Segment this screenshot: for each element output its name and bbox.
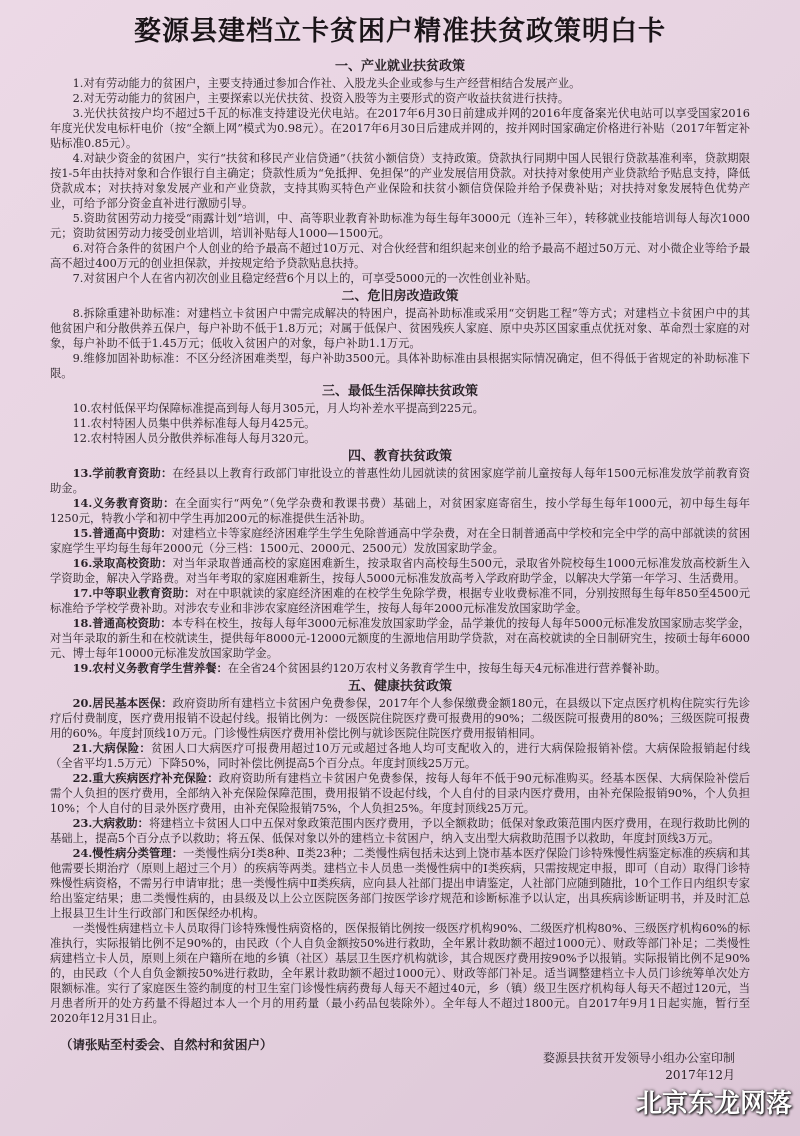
policy-item: [50, 91, 750, 106]
policy-item-text: 政府资助所有建档立卡贫困户免费参保，2017年个人参保缴费金额180元，在县级以下定点医疗机构住院实行先诊疗后付费制度，医疗费用报销不设起付线。报销比例为：一级医院住院医疗费可报费用的90%；二级医院可报费用的80%；三级医院可报费用的60%。年度封顶线10万元。门诊慢性病医疗费用补偿比例与就诊医院住院医疗费用报销相同。: [50, 697, 750, 740]
policy-item: [50, 106, 750, 151]
policy-item: [50, 271, 750, 286]
policy-item: [50, 351, 750, 381]
issuer-block: [543, 1050, 735, 1084]
issue-date: 2017年12月: [665, 1068, 735, 1082]
policy-item-text: 对在中职就读的家庭经济困难的在校学生免除学费，根据专业收费标准不同，分别按照每生每年850至4500元标准给予学校学费补助。对涉农专业和非涉农家庭经济困难学生，按每人每年2000元标准发放国家助学金。: [50, 587, 750, 615]
policy-item-text: 7.对贫困户个人在省内初次创业且稳定经营6个月以上的，可享受5000元的一次性创业补贴。: [72, 272, 538, 285]
policy-item-label: 24.慢性病分类管理：: [72, 846, 184, 860]
watermark-row: [50, 1088, 792, 1120]
policy-item: [50, 466, 750, 496]
policy-item-label: 15.普通高中资助：: [72, 526, 172, 540]
site-watermark: 北京东龙网落: [635, 1089, 792, 1119]
policy-item-text: 一类慢性病分Ⅰ类8种、Ⅱ类23种；二类慢性病包括未达到上饶市基本医疗保险门诊特殊慢性病鉴定标准的疾病和其他需要长期治疗（原则上超过三个月）的疾病等两类。建档立卡人员患一类慢性病中的Ⅰ类疾病，只需按规定申报，即可（自动）取得门诊特殊慢性病资格，不需另行申请审批；患一类慢性病中Ⅱ类疾病，应向县人社部门提出申请鉴定，人社部门应随到随批，10个工作日内组织专家给出鉴定结果；患二类慢性病的，由县级及以上公立医院医务部门按医学诊疗规范和诊断标准予以认定，出具疾病诊断证明书，并及时汇总上报县卫生计生行政部门和医保经办机构。: [50, 847, 750, 920]
policy-item-label: 22.重大疾病医疗补充保险：: [72, 771, 219, 785]
policy-item-label: 17.中等职业教育资助：: [72, 586, 196, 600]
policy-item: [50, 306, 750, 351]
section-heading: 三、最低生活保障扶贫政策: [321, 384, 478, 399]
policy-item: [50, 211, 750, 241]
section-heading: 五、健康扶贫政策: [347, 679, 452, 694]
policy-item-text: 在经县以上教育行政部门审批设立的普惠性幼儿园就读的贫困家庭学前儿童按每人每年1500元标准发放学前教育资助金。: [50, 467, 750, 495]
policy-item-text: 2.对无劳动能力的贫困户，主要探索以光伏扶贫、投资入股等为主要形式的资产收益扶贫进行扶持。: [72, 92, 570, 105]
policy-item: [50, 741, 750, 771]
policy-item: [50, 496, 750, 526]
policy-item: [50, 771, 750, 816]
policy-sections: [50, 58, 750, 1026]
policy-item-text: 1.对有劳动能力的贫困户，主要支持通过参加合作社、入股龙头企业或参与生产经营相结合发展产业。: [72, 77, 581, 90]
policy-item: [50, 816, 750, 846]
document-title: 婺源县建档立卡贫困户精准扶贫政策明白卡: [134, 16, 666, 47]
policy-item-label: 21.大病保险：: [72, 741, 152, 755]
policy-item-label: 16.录取高校资助：: [72, 556, 173, 570]
policy-item-text: 一类慢性病建档立卡人员取得门诊特殊慢性病资格的，医保报销比例按一级医疗机构90%、二级医疗机构80%、三级医疗机构60%的标准执行，实际报销比例不足90%的，由民政（个人自负金额按50%进行救助，全年累计救助额不超过1000元）、财政等部门补足；二类慢性病建档立卡人员，原则上须在户籍所在地的乡镇（社区）基层卫生医疗机构就诊，其合规医疗费用按90%予以报销。实际报销比例不足90%的，由民政（个人自负金额按50%进行救助，全年累计救助额不超过1000元）、财政等部门补足。适当调整建档立卡人员门诊统筹单次处方限额标准。实行了家庭医生签约制度的村卫生室门诊慢性病药费每人每天不超过40元，乡（镇）级卫生医疗机构每人每天不超过120元，当月患者所开的处方药量不得超过本人一个月的用药量（最小药品包装除外）。全年每人不超过1800元。自2017年9月1日起实施，暂行至2020年12月31日止。: [50, 922, 750, 1025]
policy-item-text: 10.农村低保平均保障标准提高到每人每月305元，月人均补差水平提高到225元。: [72, 402, 484, 415]
policy-item-text: 6.对符合条件的贫困户个人创业的给予最高不超过10万元、对合伙经营和组织起来创业的给予最高不超过50万元、对小微企业等给予最高不超过400万元的创业担保款，并按规定给予贷款贴息扶持。: [50, 242, 750, 270]
policy-item-text: 对建档立卡等家庭经济困难学生学生免除普通高中学杂费，对在全日制普通高中学校和完全中学的高中部就读的贫困家庭学生平均每生每年2000元（分三档：1500元、2000元、2500元）发放国家助学金。: [50, 527, 751, 555]
policy-item-text: 贫困人口大病医疗可报费用超过10万元或超过各地人均可支配收入的，进行大病保险报销补偿。大病保险报销起付线（全省平均1.5万元）下降50%，同时补偿比例提高5个百分点。年度封顶线25万元。: [50, 742, 750, 770]
policy-item-text: 在全省24个贫困县约120万农村义务教育学生中，按每生每天4元标准进行营养餐补助。: [227, 662, 667, 675]
policy-item-text: 11.农村特困人员集中供养标准每人每月425元。: [72, 417, 316, 430]
policy-item: [50, 696, 750, 741]
policy-card: [50, 0, 792, 1136]
policy-item-label: 18.普通高校资助：: [72, 616, 172, 630]
policy-item: [50, 921, 750, 1026]
section-heading: 四、教育扶贫政策: [347, 449, 452, 464]
policy-item: [50, 401, 750, 416]
issuer-name: 婺源县扶贫开发领导小组办公室印制: [542, 1051, 735, 1065]
policy-item: [50, 241, 750, 271]
policy-item: [50, 661, 750, 676]
policy-item: [50, 151, 750, 211]
section-heading: 一、产业就业扶贫政策: [334, 59, 465, 74]
policy-item-label: 13.学前教育资助：: [72, 466, 173, 480]
policy-item-text: 在全面实行“两免”（免学杂费和教课书费）基础上，对贫困家庭寄宿生，按小学每生每年1000元，初中每生每年1250元，特教小学和初中学生再加200元的标准提供生活补助。: [50, 497, 751, 525]
policy-item-label: 20.居民基本医保：: [72, 696, 173, 710]
policy-item-label: 19.农村义务教育学生营养餐：: [72, 661, 228, 675]
policy-item-text: 12.农村特困人员分散供养标准每人每月320元。: [72, 432, 316, 445]
policy-item-text: 5.资助贫困劳动力接受“雨露计划”培训，中、高等职业教育补助标准为每生每年3000元（连补三年），转移就业技能培训每人每次1000元；资助贫困劳动力接受创业培训，培训补贴每人1000—1500元。: [50, 212, 750, 240]
policy-item: [50, 526, 750, 556]
policy-item-text: 对当年录取普通高校的家庭困难新生，按录取省内高校每生500元，录取省外院校每生1000元标准发放高校新生入学资助金，解决入学路费。对当年考取的家庭困难新生，按每人5000元标准发放高考入学政府助学金，以解决大学第一年学习、生活费用。: [50, 557, 750, 585]
policy-item-text: 将建档立卡贫困人口中五保对象政策范围内医疗费用，予以全额救助；低保对象政策范围内医疗费用，在现行救助比例的基础上，提高5个百分点予以救助；将五保、低保对象以外的建档立卡贫困户，纳入支出型大病救助范围予以救助，年度封顶线3万元。: [50, 817, 750, 845]
policy-item: [50, 416, 750, 431]
section-heading: 二、危旧房改造政策: [341, 289, 459, 304]
policy-item: [50, 616, 750, 661]
policy-item-text: 8.拆除重建补助标准：对建档立卡贫困户中需完成解决的特困户，提高补助标准或采用“交钥匙工程”等方式；对建档立卡贫困户中的其他贫困户和分散供养五保户，每户补助不低于1.8万元；对属于低保户、贫困残疾人家庭、原中央苏区国家重点优抚对象、革命烈士家庭的对象，每户补助不低于1.45万元；低收入贫困户的对象，每户补助1.1万元。: [50, 307, 750, 350]
policy-item-text: 4.对缺少资金的贫困户，实行“扶贫和移民产业信贷通”（扶贫小额信贷）支持政策。贷款执行同期中国人民银行贷款基准利率，贷款期限按1-5年由扶持对象和合作银行自主确定；贷款性质为“免抵押、免担保”的产业发展信用贷款。对扶持对象使用产业贷款给予贴息支持，降低贷款成本；对扶持对象发展产业和产业贷款，支持其购买特色产业保险和扶贫小额信贷保险并给予保费补贴；对扶持对象发展特色优势产业，可给予部分资金直补进行激励引导。: [50, 152, 750, 210]
policy-item: [50, 846, 750, 921]
policy-item-text: 政府资助所有建档立卡贫困户免费参保，按每人每年不低于90元标准购买。经基本医保、大病保险补偿后需个人负担的医疗费用，全部纳入补充保险保障范围，费用报销不设起付线，个人自付的目录内医疗费用，由补充保险报销90%，个人负担10%；个人自付的目录外医疗费用，由补充保险报销75%，个人负担25%。年度封顶线25万元。: [50, 772, 750, 815]
policy-item-label: 23.大病救助：: [72, 816, 149, 830]
policy-item: [50, 431, 750, 446]
policy-item-text: 3.光伏扶贫按户均不超过5千瓦的标准支持建设光伏电站。在2017年6月30日前建成并网的2016年度备案光伏电站可以享受国家2016年度光伏发电标杆电价（按“全额上网”模式为0.98元）。在2017年6月30日后建成并网的，按并网时国家确定价格进行补贴（2017年暂定补贴标准0.85元）。: [50, 107, 750, 150]
policy-item-label: 14.义务教育资助：: [72, 496, 175, 510]
policy-item-text: 本专科在校生，按每人每年3000元标准发放国家助学金，品学兼优的按每人每年5000元标准发放国家励志奖学金，对当年录取的新生和在校就读生，提供每年8000元-12000元额度的生源地信用助学贷款，对在高校就读的全日制研究生，按硕士每年6000元、博士每年10000元标准发放国家助学金。: [50, 617, 750, 660]
policy-item: [50, 76, 750, 91]
document-footer: [50, 1036, 750, 1084]
policy-item-text: 9.维修加固补助标准：不区分经济困难类型，每户补助3500元。具体补助标准由县根据实际情况确定，但不得低于省规定的补助标准下限。: [50, 352, 750, 380]
policy-item: [50, 586, 750, 616]
policy-item: [50, 556, 750, 586]
posting-note: （请张贴至村委会、自然村和贫困户）: [60, 1037, 273, 1052]
